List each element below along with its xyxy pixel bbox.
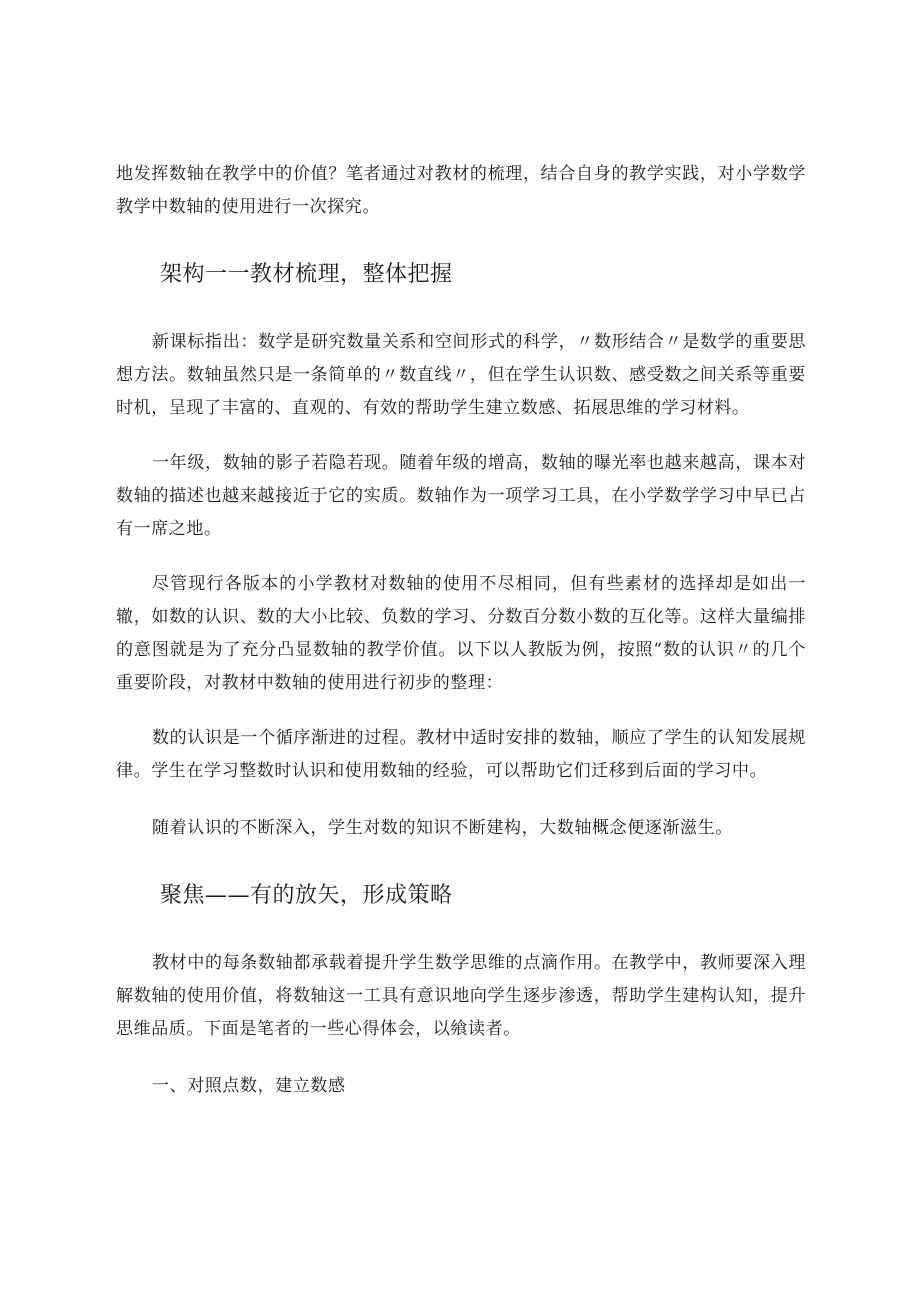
- paragraph-number-recognition: 数的认识是一个循序渐进的过程。教材中适时安排的数轴，顺应了学生的认知发展规律。学生在学习整数时认识和使用数轴的经验，可以帮助它们迁移到后面的学习中。: [116, 728, 806, 781]
- document-page: [116, 158, 806, 1103]
- subheading-point-counting: 一、对照点数，建立数感: [152, 1076, 346, 1096]
- section-heading-focus: 聚焦——有的放矢，形成策略: [160, 883, 453, 908]
- paragraph-curriculum-standard: 新课标指出：数学是研究数量关系和空间形式的科学，〃数形结合〃是数学的重要思想方法。数轴虽然只是一条简单的〃数直线〃，但在学生认识数、感受数之间关系等重要时机，呈现了丰富的、直观的、有效的帮助学生建立数感、拓展思维的学习材料。: [116, 332, 806, 418]
- paragraph-textbook-versions: 尽管现行各版本的小学教材对数轴的使用不尽相同，但有些素材的选择却是如出一辙，如数的认识、数的大小比较、负数的学习、分数百分数小数的互化等。这样大量编排的意图就是为了充分凸显数轴的教学价值。以下以人教版为例，按照“数的认识〃的几个重要阶段，对教材中数轴的使用进行初步的整理：: [116, 574, 806, 693]
- section-heading-architecture: 架构一一教材梳理，整体把握: [160, 262, 453, 287]
- paragraph-teaching-strategy: 教材中的每条数轴都承载着提升学生数学思维的点滴作用。在教学中，教师要深入理解数轴的使用价值，将数轴这一工具有意识地向学生逐步渗透，帮助学生建构认知，提升思维品质。下面是笔者的一些心得体会，以飨读者。: [116, 953, 806, 1039]
- paragraph-grade-one: 一年级，数轴的影子若隐若现。随着年级的增高，数轴的曝光率也越来越高，课本对数轴的描述也越来越接近于它的实质。数轴作为一项学习工具，在小学数学学习中早已占有一席之地。: [116, 453, 806, 539]
- paragraph-big-number-line: 随着认识的不断深入，学生对数的知识不断建构，大数轴概念便逐渐滋生。: [152, 818, 733, 838]
- intro-paragraph: 地发挥数轴在教学中的价值？笔者通过对教材的梳理，结合自身的教学实践，对小学数学教学中数轴的使用进行一次探究。: [116, 164, 806, 217]
